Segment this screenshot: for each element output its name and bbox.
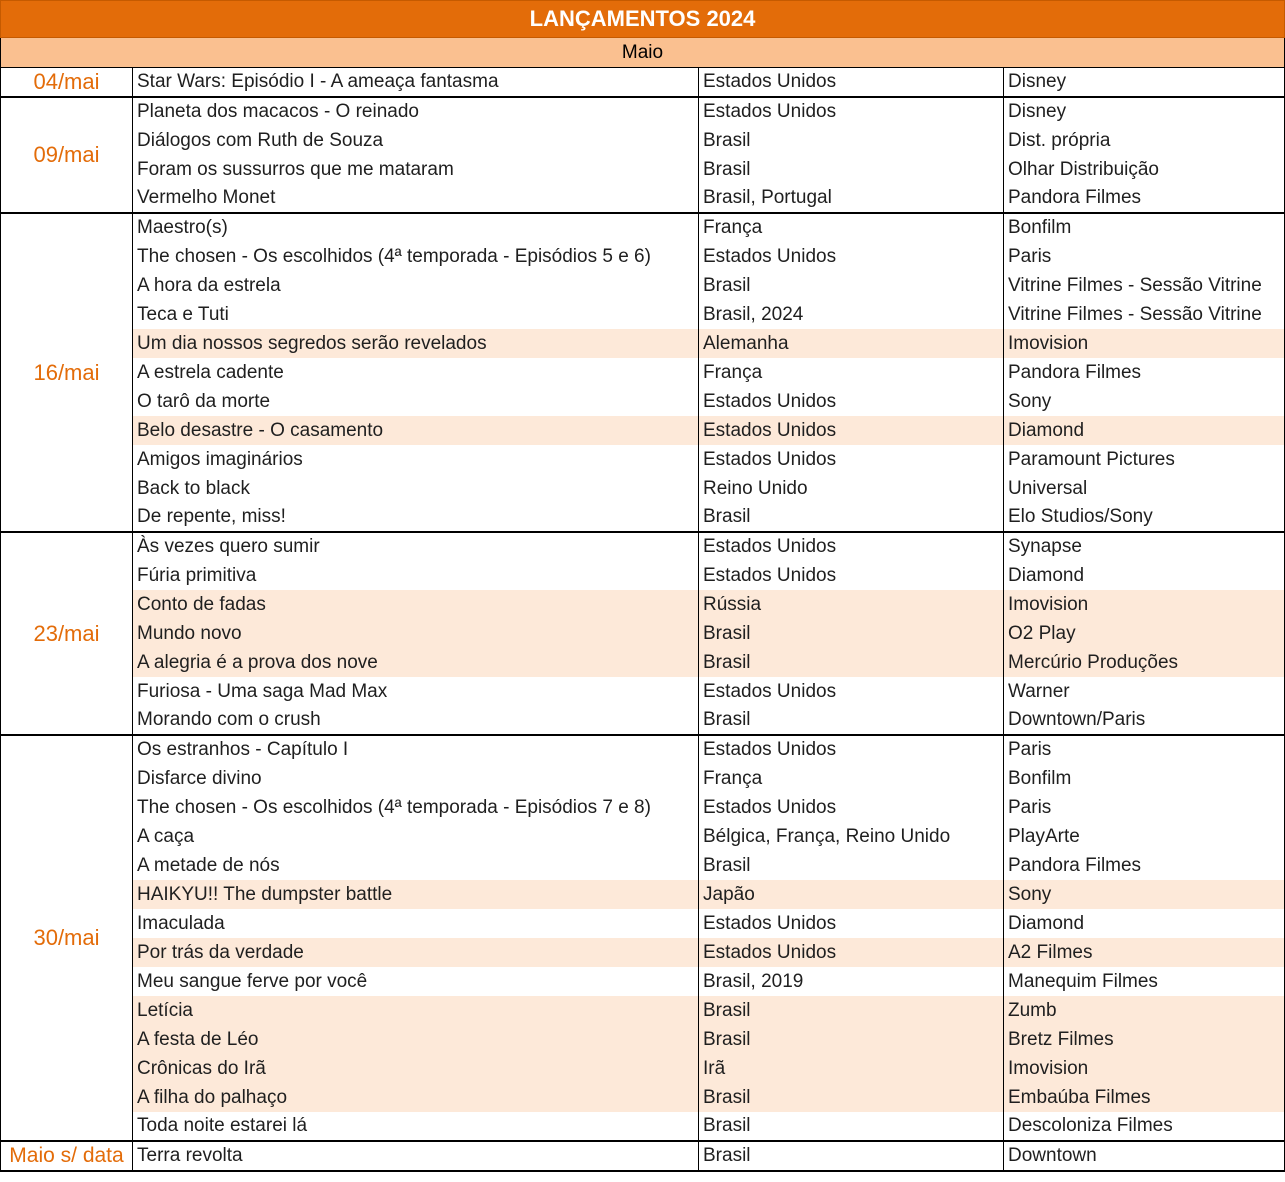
release-date-cell: 30/mai — [1, 735, 133, 1141]
film-title-cell: Amigos imaginários — [133, 445, 699, 474]
country-cell: Brasil — [699, 619, 1004, 648]
table-row — [1, 213, 1285, 242]
distributor-cell: Sony — [1004, 387, 1285, 416]
table-row — [1, 271, 1285, 300]
film-title-cell: O tarô da morte — [133, 387, 699, 416]
film-title-cell: HAIKYU!! The dumpster battle — [133, 880, 699, 909]
table-row — [1, 1083, 1285, 1112]
distributor-cell: Dist. própria — [1004, 126, 1285, 155]
table-row — [1, 1025, 1285, 1054]
film-title-cell: Planeta dos macacos - O reinado — [133, 97, 699, 126]
distributor-cell: Bonfilm — [1004, 213, 1285, 242]
table-row — [1, 996, 1285, 1025]
distributor-cell: Zumb — [1004, 996, 1285, 1025]
distributor-cell: A2 Filmes — [1004, 938, 1285, 967]
film-title-cell: Back to black — [133, 474, 699, 503]
country-cell: Estados Unidos — [699, 532, 1004, 561]
country-cell: Estados Unidos — [699, 242, 1004, 271]
table-row — [1, 561, 1285, 590]
distributor-cell: Olhar Distribuição — [1004, 155, 1285, 184]
distributor-cell: Pandora Filmes — [1004, 851, 1285, 880]
distributor-cell: Diamond — [1004, 416, 1285, 445]
country-cell: Irã — [699, 1054, 1004, 1083]
distributor-cell: Descoloniza Filmes — [1004, 1112, 1285, 1141]
distributor-cell: Imovision — [1004, 329, 1285, 358]
film-title-cell: Disfarce divino — [133, 764, 699, 793]
distributor-cell: Pandora Filmes — [1004, 358, 1285, 387]
film-title-cell: Por trás da verdade — [133, 938, 699, 967]
distributor-cell: PlayArte — [1004, 822, 1285, 851]
country-cell: Brasil — [699, 503, 1004, 532]
country-cell: Estados Unidos — [699, 68, 1004, 98]
table-row — [1, 416, 1285, 445]
table-row — [1, 184, 1285, 213]
table-row — [1, 648, 1285, 677]
film-title-cell: Morando com o crush — [133, 706, 699, 735]
table-row — [1, 97, 1285, 126]
country-cell: Brasil — [699, 1025, 1004, 1054]
releases-table-body — [1, 1, 1285, 1172]
film-title-cell: Maestro(s) — [133, 213, 699, 242]
distributor-cell: Bonfilm — [1004, 764, 1285, 793]
distributor-cell: Warner — [1004, 677, 1285, 706]
film-title-cell: Letícia — [133, 996, 699, 1025]
distributor-cell: Mercúrio Produções — [1004, 648, 1285, 677]
table-row — [1, 822, 1285, 851]
film-title-cell: Furiosa - Uma saga Mad Max — [133, 677, 699, 706]
country-cell: Brasil — [699, 271, 1004, 300]
country-cell: França — [699, 358, 1004, 387]
distributor-cell: Downtown/Paris — [1004, 706, 1285, 735]
country-cell: Brasil — [699, 126, 1004, 155]
distributor-cell: Elo Studios/Sony — [1004, 503, 1285, 532]
film-title-cell: A hora da estrela — [133, 271, 699, 300]
distributor-cell: Bretz Filmes — [1004, 1025, 1285, 1054]
table-title: LANÇAMENTOS 2024 — [1, 1, 1285, 38]
country-cell: Estados Unidos — [699, 938, 1004, 967]
month-header: Maio — [1, 38, 1285, 68]
country-cell: Estados Unidos — [699, 735, 1004, 764]
country-cell: Estados Unidos — [699, 677, 1004, 706]
table-row — [1, 445, 1285, 474]
table-row — [1, 242, 1285, 271]
distributor-cell: Diamond — [1004, 561, 1285, 590]
distributor-cell: Diamond — [1004, 909, 1285, 938]
table-row — [1, 1054, 1285, 1083]
country-cell: Brasil — [699, 1112, 1004, 1141]
country-cell: Estados Unidos — [699, 97, 1004, 126]
film-title-cell: A caça — [133, 822, 699, 851]
country-cell: Alemanha — [699, 329, 1004, 358]
distributor-cell: Vitrine Filmes - Sessão Vitrine — [1004, 300, 1285, 329]
country-cell: Brasil — [699, 1083, 1004, 1112]
country-cell: Japão — [699, 880, 1004, 909]
table-row — [1, 1112, 1285, 1141]
country-cell: Brasil — [699, 851, 1004, 880]
table-row — [1, 619, 1285, 648]
film-title-cell: Às vezes quero sumir — [133, 532, 699, 561]
film-title-cell: Meu sangue ferve por você — [133, 967, 699, 996]
film-title-cell: The chosen - Os escolhidos (4ª temporada - Episódios 7 e 8) — [133, 793, 699, 822]
film-title-cell: Toda noite estarei lá — [133, 1112, 699, 1141]
release-date-cell: 04/mai — [1, 68, 133, 98]
film-title-cell: Diálogos com Ruth de Souza — [133, 126, 699, 155]
film-title-cell: Imaculada — [133, 909, 699, 938]
release-date-cell: Maio s/ data — [1, 1141, 133, 1171]
table-row — [1, 880, 1285, 909]
table-row — [1, 300, 1285, 329]
country-cell: Brasil — [699, 996, 1004, 1025]
film-title-cell: Belo desastre - O casamento — [133, 416, 699, 445]
film-title-cell: Um dia nossos segredos serão revelados — [133, 329, 699, 358]
distributor-cell: Vitrine Filmes - Sessão Vitrine — [1004, 271, 1285, 300]
table-row — [1, 1141, 1285, 1171]
country-cell: Rússia — [699, 590, 1004, 619]
film-title-cell: Conto de fadas — [133, 590, 699, 619]
release-date-cell: 23/mai — [1, 532, 133, 735]
film-title-cell: Os estranhos - Capítulo I — [133, 735, 699, 764]
country-cell: Estados Unidos — [699, 445, 1004, 474]
film-title-cell: Terra revolta — [133, 1141, 699, 1171]
distributor-cell: Paramount Pictures — [1004, 445, 1285, 474]
table-row — [1, 126, 1285, 155]
table-row — [1, 532, 1285, 561]
country-cell: Estados Unidos — [699, 909, 1004, 938]
country-cell: Estados Unidos — [699, 387, 1004, 416]
country-cell: Estados Unidos — [699, 561, 1004, 590]
distributor-cell: Sony — [1004, 880, 1285, 909]
distributor-cell: Disney — [1004, 97, 1285, 126]
table-row — [1, 503, 1285, 532]
distributor-cell: Downtown — [1004, 1141, 1285, 1171]
film-title-cell: A festa de Léo — [133, 1025, 699, 1054]
country-cell: Brasil, 2024 — [699, 300, 1004, 329]
country-cell: Brasil — [699, 155, 1004, 184]
distributor-cell: Universal — [1004, 474, 1285, 503]
film-title-cell: Vermelho Monet — [133, 184, 699, 213]
film-title-cell: A filha do palhaço — [133, 1083, 699, 1112]
country-cell: Brasil, Portugal — [699, 184, 1004, 213]
country-cell: Brasil — [699, 1141, 1004, 1171]
distributor-cell: Imovision — [1004, 1054, 1285, 1083]
distributor-cell: Paris — [1004, 793, 1285, 822]
distributor-cell: Imovision — [1004, 590, 1285, 619]
country-cell: Brasil — [699, 706, 1004, 735]
table-row — [1, 967, 1285, 996]
film-title-cell: The chosen - Os escolhidos (4ª temporada - Episódios 5 e 6) — [133, 242, 699, 271]
film-title-cell: De repente, miss! — [133, 503, 699, 532]
film-title-cell: Crônicas do Irã — [133, 1054, 699, 1083]
table-row — [1, 793, 1285, 822]
film-title-cell: Teca e Tuti — [133, 300, 699, 329]
table-row — [1, 764, 1285, 793]
film-title-cell: Star Wars: Episódio I - A ameaça fantasma — [133, 68, 699, 98]
table-row — [1, 329, 1285, 358]
country-cell: Estados Unidos — [699, 793, 1004, 822]
country-cell: Reino Unido — [699, 474, 1004, 503]
month-row — [1, 38, 1285, 68]
table-row — [1, 474, 1285, 503]
table-row — [1, 851, 1285, 880]
distributor-cell: O2 Play — [1004, 619, 1285, 648]
country-cell: Estados Unidos — [699, 416, 1004, 445]
table-row — [1, 68, 1285, 98]
table-row — [1, 706, 1285, 735]
film-title-cell: A estrela cadente — [133, 358, 699, 387]
country-cell: França — [699, 764, 1004, 793]
release-date-cell: 16/mai — [1, 213, 133, 532]
film-title-cell: Fúria primitiva — [133, 561, 699, 590]
film-title-cell: A alegria é a prova dos nove — [133, 648, 699, 677]
release-date-cell: 09/mai — [1, 97, 133, 213]
title-row — [1, 1, 1285, 38]
table-row — [1, 909, 1285, 938]
table-row — [1, 387, 1285, 416]
distributor-cell: Paris — [1004, 242, 1285, 271]
distributor-cell: Pandora Filmes — [1004, 184, 1285, 213]
distributor-cell: Manequim Filmes — [1004, 967, 1285, 996]
table-row — [1, 938, 1285, 967]
country-cell: Brasil, 2019 — [699, 967, 1004, 996]
table-row — [1, 590, 1285, 619]
distributor-cell: Synapse — [1004, 532, 1285, 561]
film-title-cell: Mundo novo — [133, 619, 699, 648]
distributor-cell: Embaúba Filmes — [1004, 1083, 1285, 1112]
table-row — [1, 358, 1285, 387]
table-row — [1, 677, 1285, 706]
distributor-cell: Disney — [1004, 68, 1285, 98]
distributor-cell: Paris — [1004, 735, 1285, 764]
table-row — [1, 735, 1285, 764]
country-cell: Brasil — [699, 648, 1004, 677]
film-title-cell: Foram os sussurros que me mataram — [133, 155, 699, 184]
country-cell: Bélgica, França, Reino Unido — [699, 822, 1004, 851]
country-cell: França — [699, 213, 1004, 242]
table-row — [1, 155, 1285, 184]
film-title-cell: A metade de nós — [133, 851, 699, 880]
